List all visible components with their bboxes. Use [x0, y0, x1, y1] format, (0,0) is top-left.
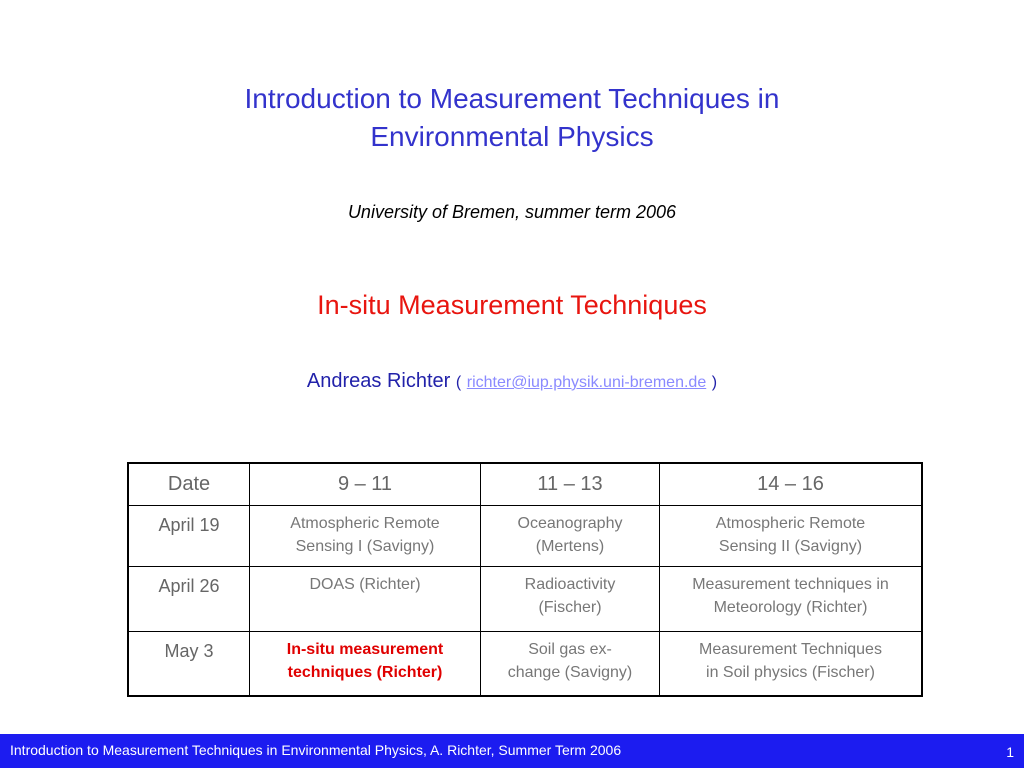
cell-line: (Fischer) [538, 599, 602, 616]
cell-line: Measurement techniques in [692, 576, 889, 593]
slot-cell [481, 567, 660, 632]
open-paren: ( [455, 374, 462, 391]
schedule-table [127, 462, 923, 697]
header-slot-3: 14 – 16 [660, 463, 923, 506]
close-paren: ) [711, 374, 718, 391]
title-line-2: Environmental Physics [370, 121, 654, 152]
author-name: Andreas Richter [306, 370, 451, 392]
cell-line: Atmospheric Remote [715, 515, 866, 532]
cell-line: (Mertens) [535, 538, 605, 555]
cell-line: Meteorology (Richter) [713, 599, 868, 616]
slot-cell [250, 567, 481, 632]
row-date: April 19 [128, 506, 250, 567]
table-row [128, 567, 922, 632]
page-number: 1 [1006, 744, 1014, 760]
table-header-row [128, 463, 922, 506]
cell-line: Measurement Techniques [699, 641, 882, 658]
header-slot-1: 9 – 11 [250, 463, 481, 506]
slot-cell [250, 506, 481, 567]
topic-heading: In-situ Measurement Techniques [317, 290, 707, 320]
slot-cell-highlighted [250, 632, 481, 697]
footer-bar [0, 734, 1024, 768]
header-date: Date [128, 463, 250, 506]
author-email-link[interactable]: richter@iup.physik.uni-bremen.de [466, 374, 707, 391]
cell-line: Oceanography [517, 515, 623, 532]
table-row [128, 632, 922, 697]
header-slot-2: 11 – 13 [481, 463, 660, 506]
cell-line: Radioactivity [524, 576, 616, 593]
cell-line: Sensing I (Savigny) [295, 538, 435, 555]
row-date: May 3 [128, 632, 250, 697]
cell-line: In-situ measurement [286, 641, 444, 658]
slot-cell [660, 567, 923, 632]
title-line-1: Introduction to Measurement Techniques in [244, 83, 780, 114]
slot-cell [481, 506, 660, 567]
row-date: April 26 [128, 567, 250, 632]
author-line [0, 370, 1024, 393]
subtitle: University of Bremen, summer term 2006 [347, 202, 677, 222]
cell-line: DOAS (Richter) [309, 576, 421, 593]
table-row [128, 506, 922, 567]
cell-line: in Soil physics (Fischer) [706, 664, 875, 681]
cell-line: techniques (Richter) [287, 664, 443, 681]
slide-title [0, 80, 1024, 156]
slot-cell [660, 506, 923, 567]
cell-line: Sensing II (Savigny) [718, 538, 863, 555]
cell-line: Atmospheric Remote [290, 515, 440, 532]
slot-cell [481, 632, 660, 697]
cell-line: Soil gas ex- [528, 641, 612, 658]
slot-cell [660, 632, 923, 697]
footer-text: Introduction to Measurement Techniques in Environmental Physics, A. Richter, Summer Term 2006 [10, 742, 622, 758]
cell-line: change (Savigny) [507, 664, 633, 681]
